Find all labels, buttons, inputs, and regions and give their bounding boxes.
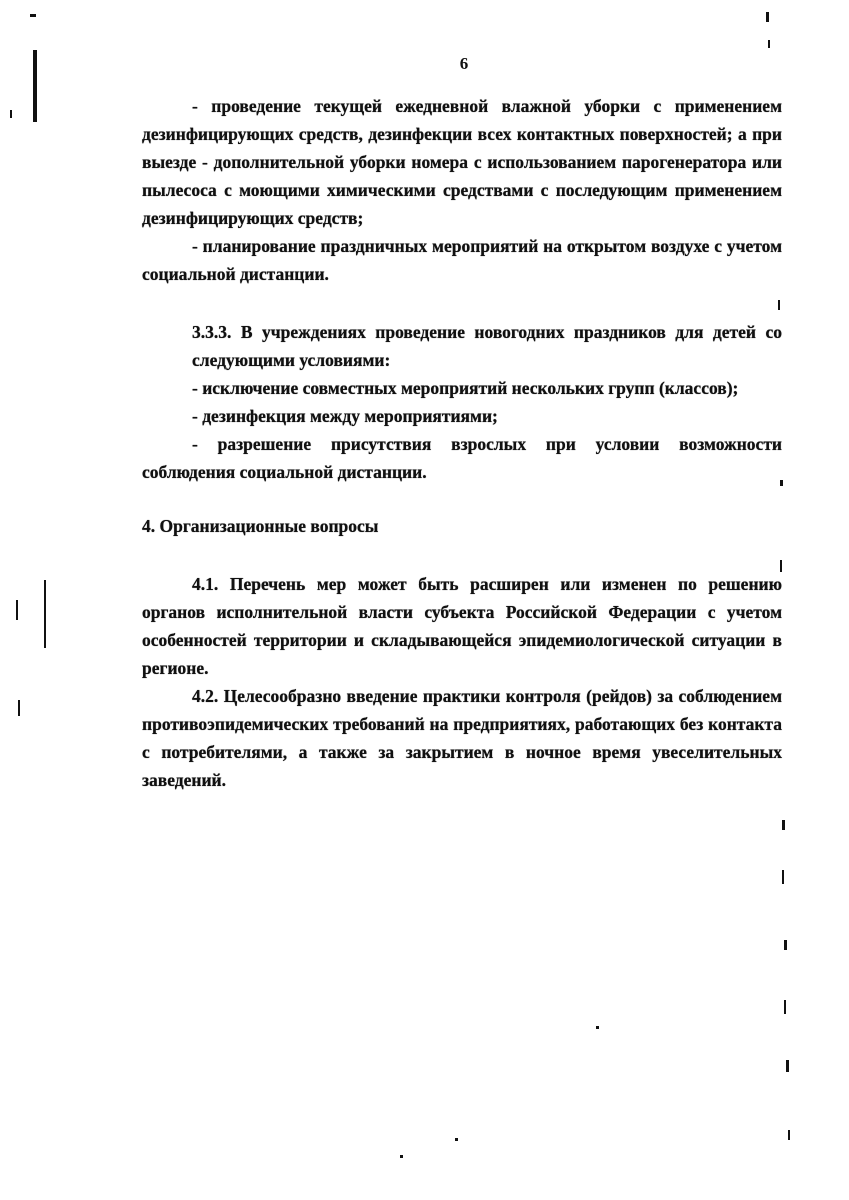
scan-artifact-mark (768, 40, 770, 48)
section-3-3-3 (142, 318, 782, 486)
scan-artifact-mark (786, 1060, 789, 1072)
scan-artifact-mark (455, 1138, 458, 1141)
scan-artifact-mark (782, 820, 785, 830)
section-4-heading: 4. Организационные вопросы (142, 516, 379, 536)
page-number: 6 (459, 54, 469, 73)
scan-artifact-mark (16, 600, 18, 620)
scan-artifact-mark (18, 700, 20, 716)
paragraph-4-2: 4.2. Целесообразно введение практики контроля (рейдов) за соблюдением противоэпидемических требований на предприятиях, работающих без контакта с потребителями, а также за закрытием в ночное время увеселительных заведений. (142, 686, 782, 790)
scan-artifact-mark (596, 1026, 599, 1029)
scan-artifact-mark (44, 580, 46, 648)
scan-artifact-mark (400, 1155, 403, 1158)
list-item: - исключение совместных мероприятий нескольких групп (классов); (192, 378, 739, 398)
scan-artifact-mark (10, 110, 12, 118)
scan-artifact-mark (33, 50, 37, 122)
scan-artifact-mark (782, 870, 784, 884)
top-section (142, 92, 782, 288)
list-item-adults: - разрешение присутствия взрослых при условии возможности соблюдения социальной дистанции. (142, 434, 782, 482)
scan-artifact-mark (784, 1000, 786, 1014)
scan-artifact-mark (788, 1130, 790, 1140)
section-4-body (142, 570, 782, 794)
section-3-3-3-intro: 3.3.3. В учреждениях проведение новогодних праздников для детей со следующими условиями: (192, 322, 782, 370)
paragraph-holidays-outdoor: - планирование праздничных мероприятий на открытом воздухе с учетом социальной дистанции. (142, 236, 782, 284)
scan-artifact-mark (778, 300, 780, 310)
paragraph-cleaning: - проведение текущей ежедневной влажной уборки с применением дезинфицирующих средств, дезинфекции всех контактных поверхностей; а при выезде - дополнительной уборки номера с использованием парогенератора или пылесоса с моющими химическими средствами с последующим применением дезинфицирующих средств; (142, 96, 782, 228)
list-item: - дезинфекция между мероприятиями; (192, 406, 498, 426)
scan-artifact-mark (784, 940, 787, 950)
scan-artifact-mark (766, 12, 769, 22)
paragraph-4-1: 4.1. Перечень мер может быть расширен или изменен по решению органов исполнительной власти субъекта Российской Федерации с учетом особенностей территории и складывающейся эпидемиологической ситуации в регионе. (142, 574, 782, 678)
scan-artifact-mark (30, 14, 36, 17)
